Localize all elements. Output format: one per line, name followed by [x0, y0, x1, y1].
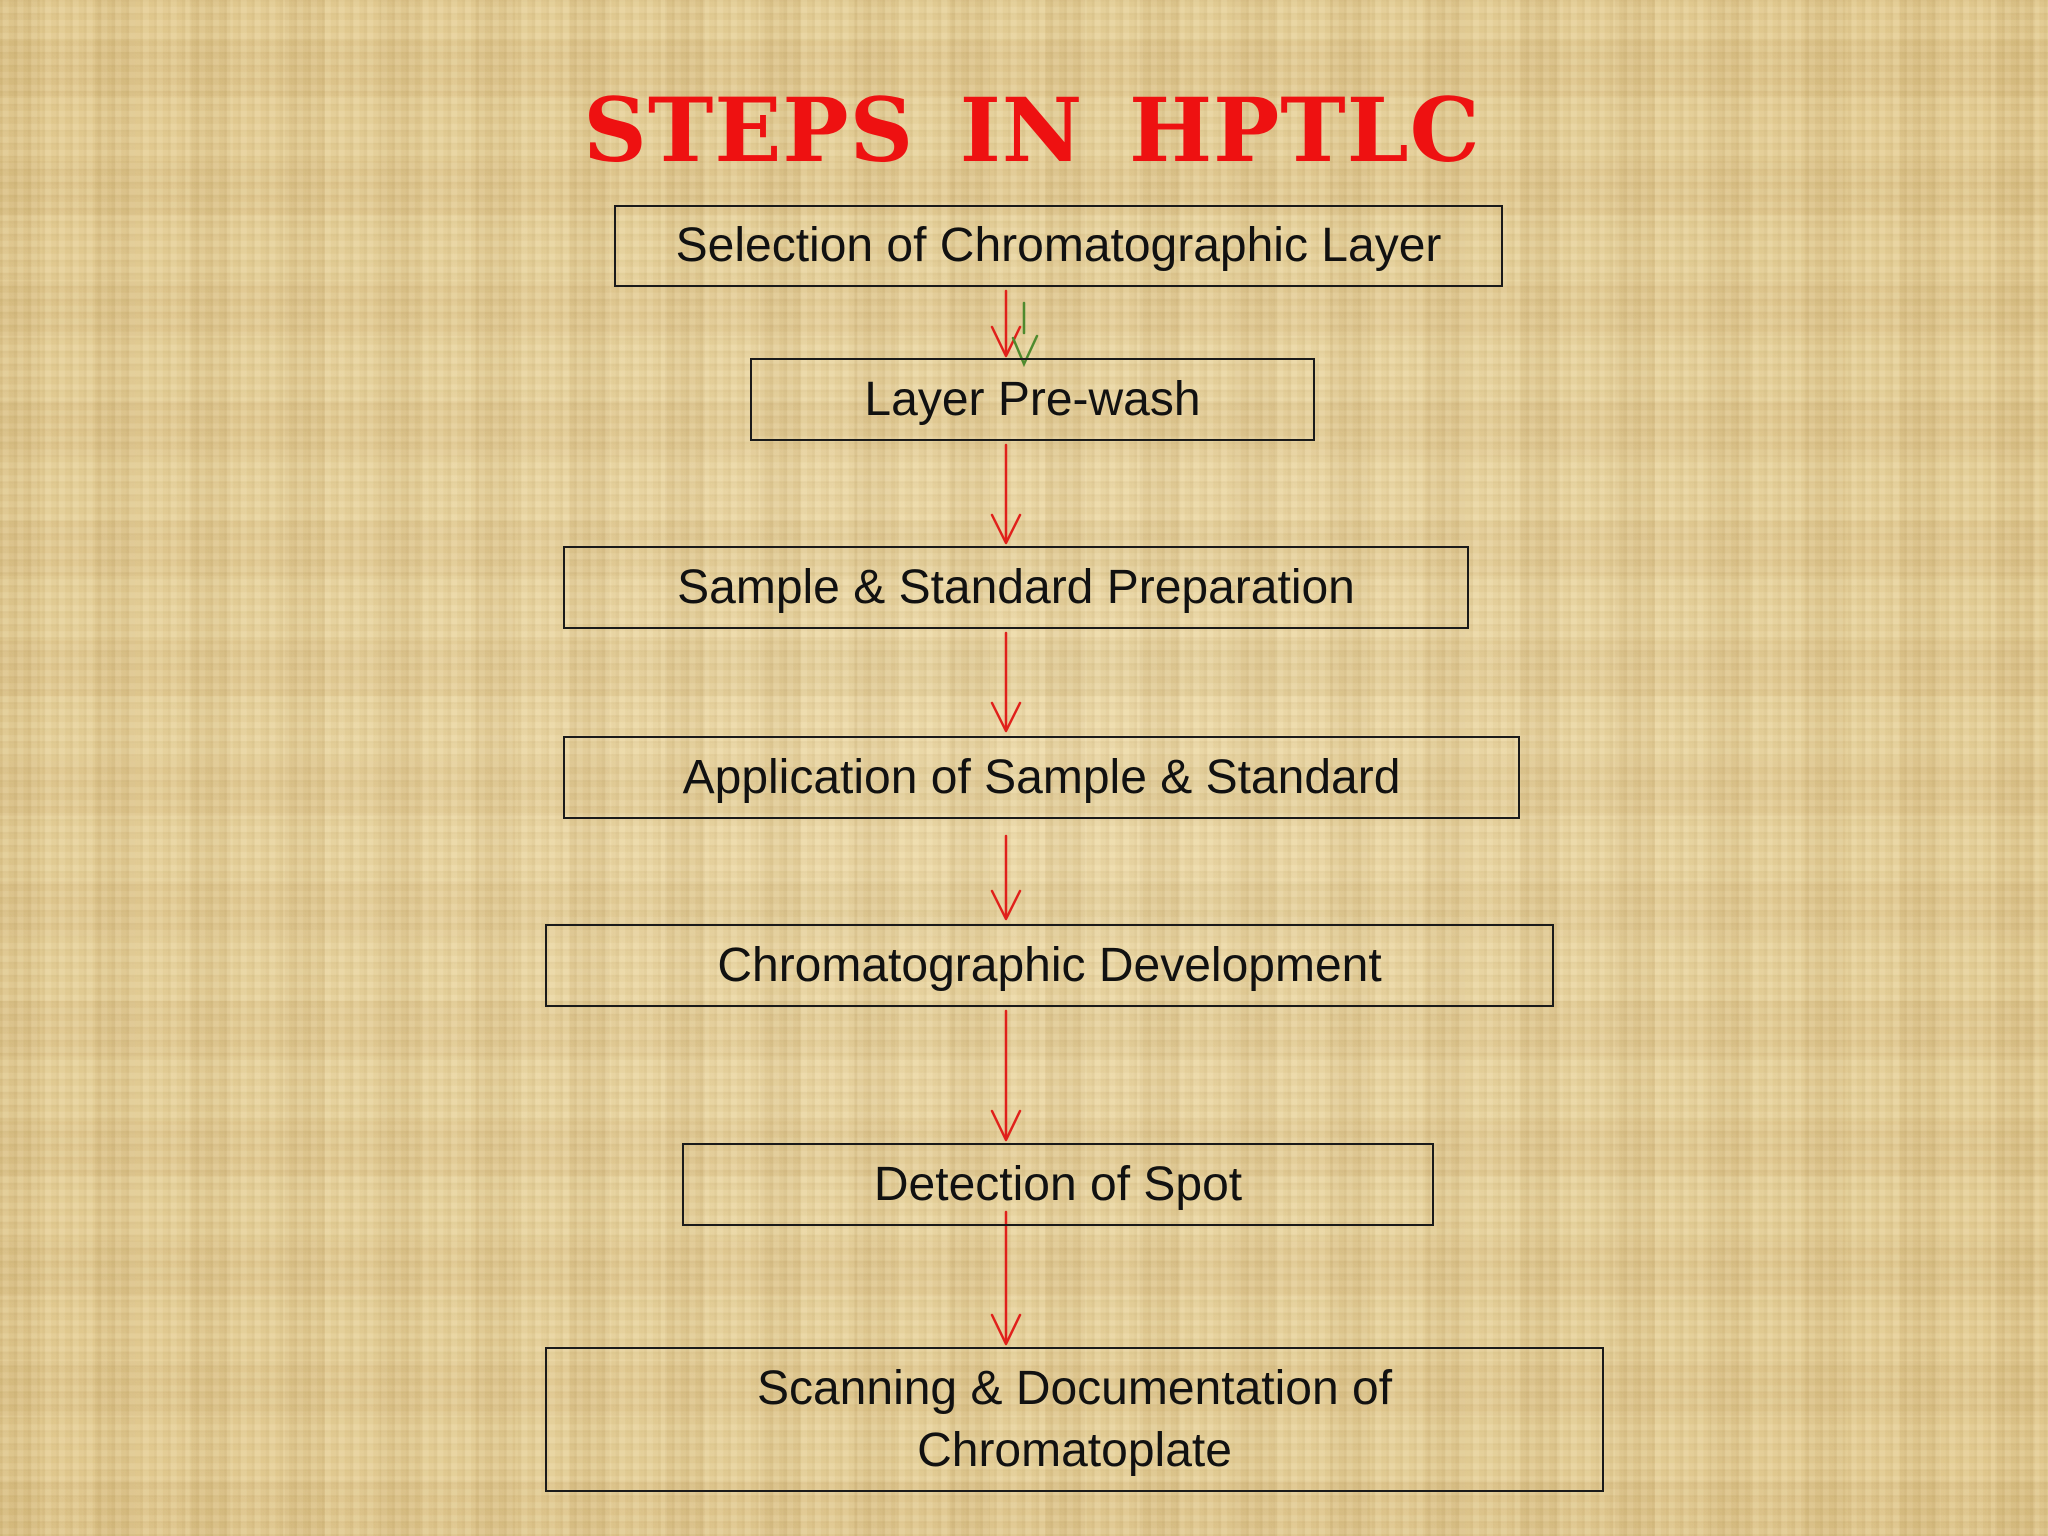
connector-5-6 — [992, 1011, 1020, 1140]
step-label: Scanning & Documentation of Chromatoplate — [756, 1361, 1393, 1477]
slide-title: STEPS IN HPTLC — [583, 78, 1481, 182]
connector-6-7 — [992, 1212, 1020, 1344]
step-box-detection-of-spot — [682, 1143, 1434, 1226]
step-box-sample-standard-preparation — [563, 546, 1469, 629]
step-label: Application of Sample & Standard — [682, 750, 1401, 804]
step-box-scanning-documentation — [545, 1347, 1604, 1492]
step-label: Chromatographic Development — [717, 938, 1382, 992]
connector-2-3 — [992, 445, 1020, 543]
step-label: Selection of Chromatographic Layer — [675, 219, 1442, 272]
step-box-layer-pre-wash — [750, 358, 1315, 441]
step-box-chromatographic-development — [545, 924, 1554, 1007]
step-box-application-of-sample-standard — [563, 736, 1520, 819]
connector-4-5 — [992, 836, 1020, 919]
step-box-selection-of-chromatographic-layer — [614, 205, 1503, 287]
step-label: Sample & Standard Preparation — [677, 560, 1355, 614]
step-label: Detection of Spot — [873, 1157, 1243, 1211]
step-label: Layer Pre-wash — [864, 372, 1201, 426]
connector-3-4 — [992, 633, 1020, 731]
